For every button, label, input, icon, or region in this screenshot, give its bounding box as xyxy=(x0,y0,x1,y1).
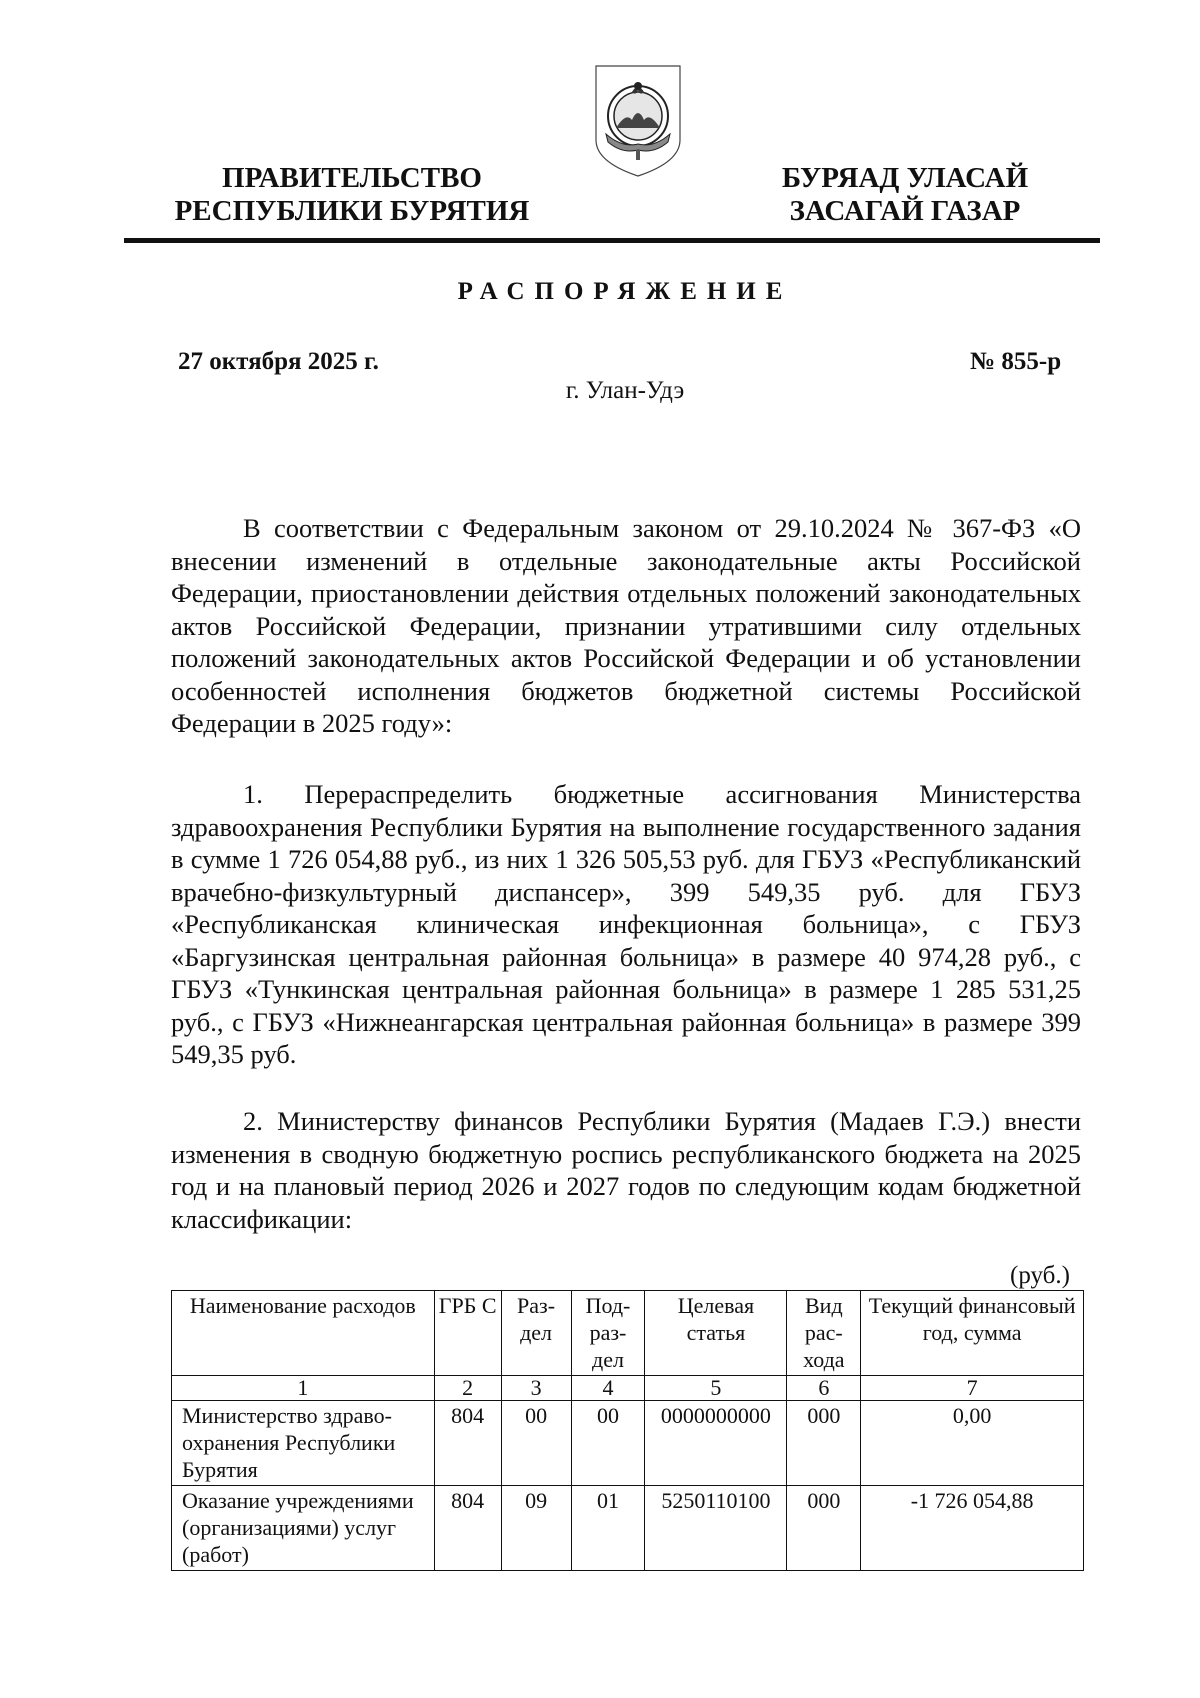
header-cell-expense-type: Вид рас- хода xyxy=(787,1291,861,1376)
item-2-paragraph: 2. Министерству финансов Республики Бурятия (Мадаев Г.Э.) внести изменения в сводную бюджетную роспись республиканского бюджета на 2025 год и на плановый период 2026 и 2027 годов по следующим кодам бюджетной классификации: xyxy=(171,1106,1081,1234)
header-cell-target-article: Целевая статья xyxy=(645,1291,787,1376)
document-title: РАСПОРЯЖЕНИЕ xyxy=(457,278,793,305)
row-expense-type: 000 xyxy=(787,1401,861,1486)
government-name-buryat-line1: БУРЯАД УЛАСАЙ xyxy=(781,162,1029,194)
header-cell-grbs: ГРБ С xyxy=(434,1291,501,1376)
row-grbs: 804 xyxy=(434,1486,501,1571)
government-name-russian xyxy=(172,162,532,228)
row-expense-name: Оказание учреждениями (организациями) услуг (работ) xyxy=(172,1486,435,1571)
row-expense-type: 000 xyxy=(787,1486,861,1571)
row-amount: 0,00 xyxy=(861,1401,1084,1486)
government-name-buryat-line2: ЗАСАГАЙ ГАЗАР xyxy=(789,195,1021,227)
government-name-line1: ПРАВИТЕЛЬСТВО xyxy=(222,162,482,194)
row-grbs: 804 xyxy=(434,1401,501,1486)
row-subsection: 00 xyxy=(571,1401,645,1486)
row-target-article: 0000000000 xyxy=(645,1401,787,1486)
document-city: г. Улан-Удэ xyxy=(565,377,685,404)
table-row xyxy=(172,1486,1084,1571)
row-amount: -1 726 054,88 xyxy=(861,1486,1084,1571)
column-number: 3 xyxy=(501,1376,571,1401)
header-cell-name: Наименование расходов xyxy=(172,1291,435,1376)
table-header-row xyxy=(172,1291,1084,1376)
item-1-paragraph: 1. Перераспределить бюджетные ассигнования Министерства здравоохранения Республики Бурятия на выполнение государственного задания в сумме 1 726 054,88 руб., из них 1 326 505,53 руб. для ГБУЗ «Республиканский врачебно-физкультурный диспансер», 399 549,35 руб. для ГБУЗ «Республиканская клиническая инфекционная больница», с ГБУЗ «Баргузинская центральная районная больница» в размере 40 974,28 руб., с ГБУЗ «Тункинская центральная районная больница» в размере 1 285 531,25 руб., с ГБУЗ «Нижнеангарская центральная районная больница» в размере 399 549,35 руб. xyxy=(171,779,1081,1069)
row-section: 00 xyxy=(501,1401,571,1486)
column-number: 6 xyxy=(787,1376,861,1401)
document-date: 27 октября 2025 г. xyxy=(178,348,379,375)
column-number: 7 xyxy=(861,1376,1084,1401)
row-expense-name: Министерство здраво- охранения Республики Бурятия xyxy=(172,1401,435,1486)
row-subsection: 01 xyxy=(571,1486,645,1571)
header-cell-subsection: Под- раз- дел xyxy=(571,1291,645,1376)
preamble-paragraph: В соответствии с Федеральным законом от 29.10.2024 № 367-ФЗ «О внесении изменений в отдельные законодательные акты Российской Федерации, приостановлении действия отдельных положений законодательных актов Российской Федерации, признании утратившими силу отдельных положений законодательных актов Российской Федерации и об установлении особенностей исполнения бюджетов бюджетной системы Российской Федерации в 2025 году»: xyxy=(171,513,1081,738)
table-column-number-row xyxy=(172,1376,1084,1401)
header-cell-section: Раз- дел xyxy=(501,1291,571,1376)
column-number: 1 xyxy=(172,1376,435,1401)
column-number: 4 xyxy=(571,1376,645,1401)
column-number: 5 xyxy=(645,1376,787,1401)
column-number: 2 xyxy=(434,1376,501,1401)
coat-of-arms-emblem xyxy=(592,62,684,180)
government-name-line2: РЕСПУБЛИКИ БУРЯТИЯ xyxy=(174,195,530,227)
document-number: № 855-р xyxy=(970,348,1062,375)
government-name-buryat xyxy=(770,162,1040,228)
budget-classification-table xyxy=(171,1290,1084,1571)
table-row xyxy=(172,1401,1084,1486)
row-target-article: 5250110100 xyxy=(645,1486,787,1571)
row-section: 09 xyxy=(501,1486,571,1571)
header-cell-amount: Текущий финансовый год, сумма xyxy=(861,1291,1084,1376)
header-divider xyxy=(124,238,1100,243)
table-unit-label: (руб.) xyxy=(1010,1262,1070,1289)
